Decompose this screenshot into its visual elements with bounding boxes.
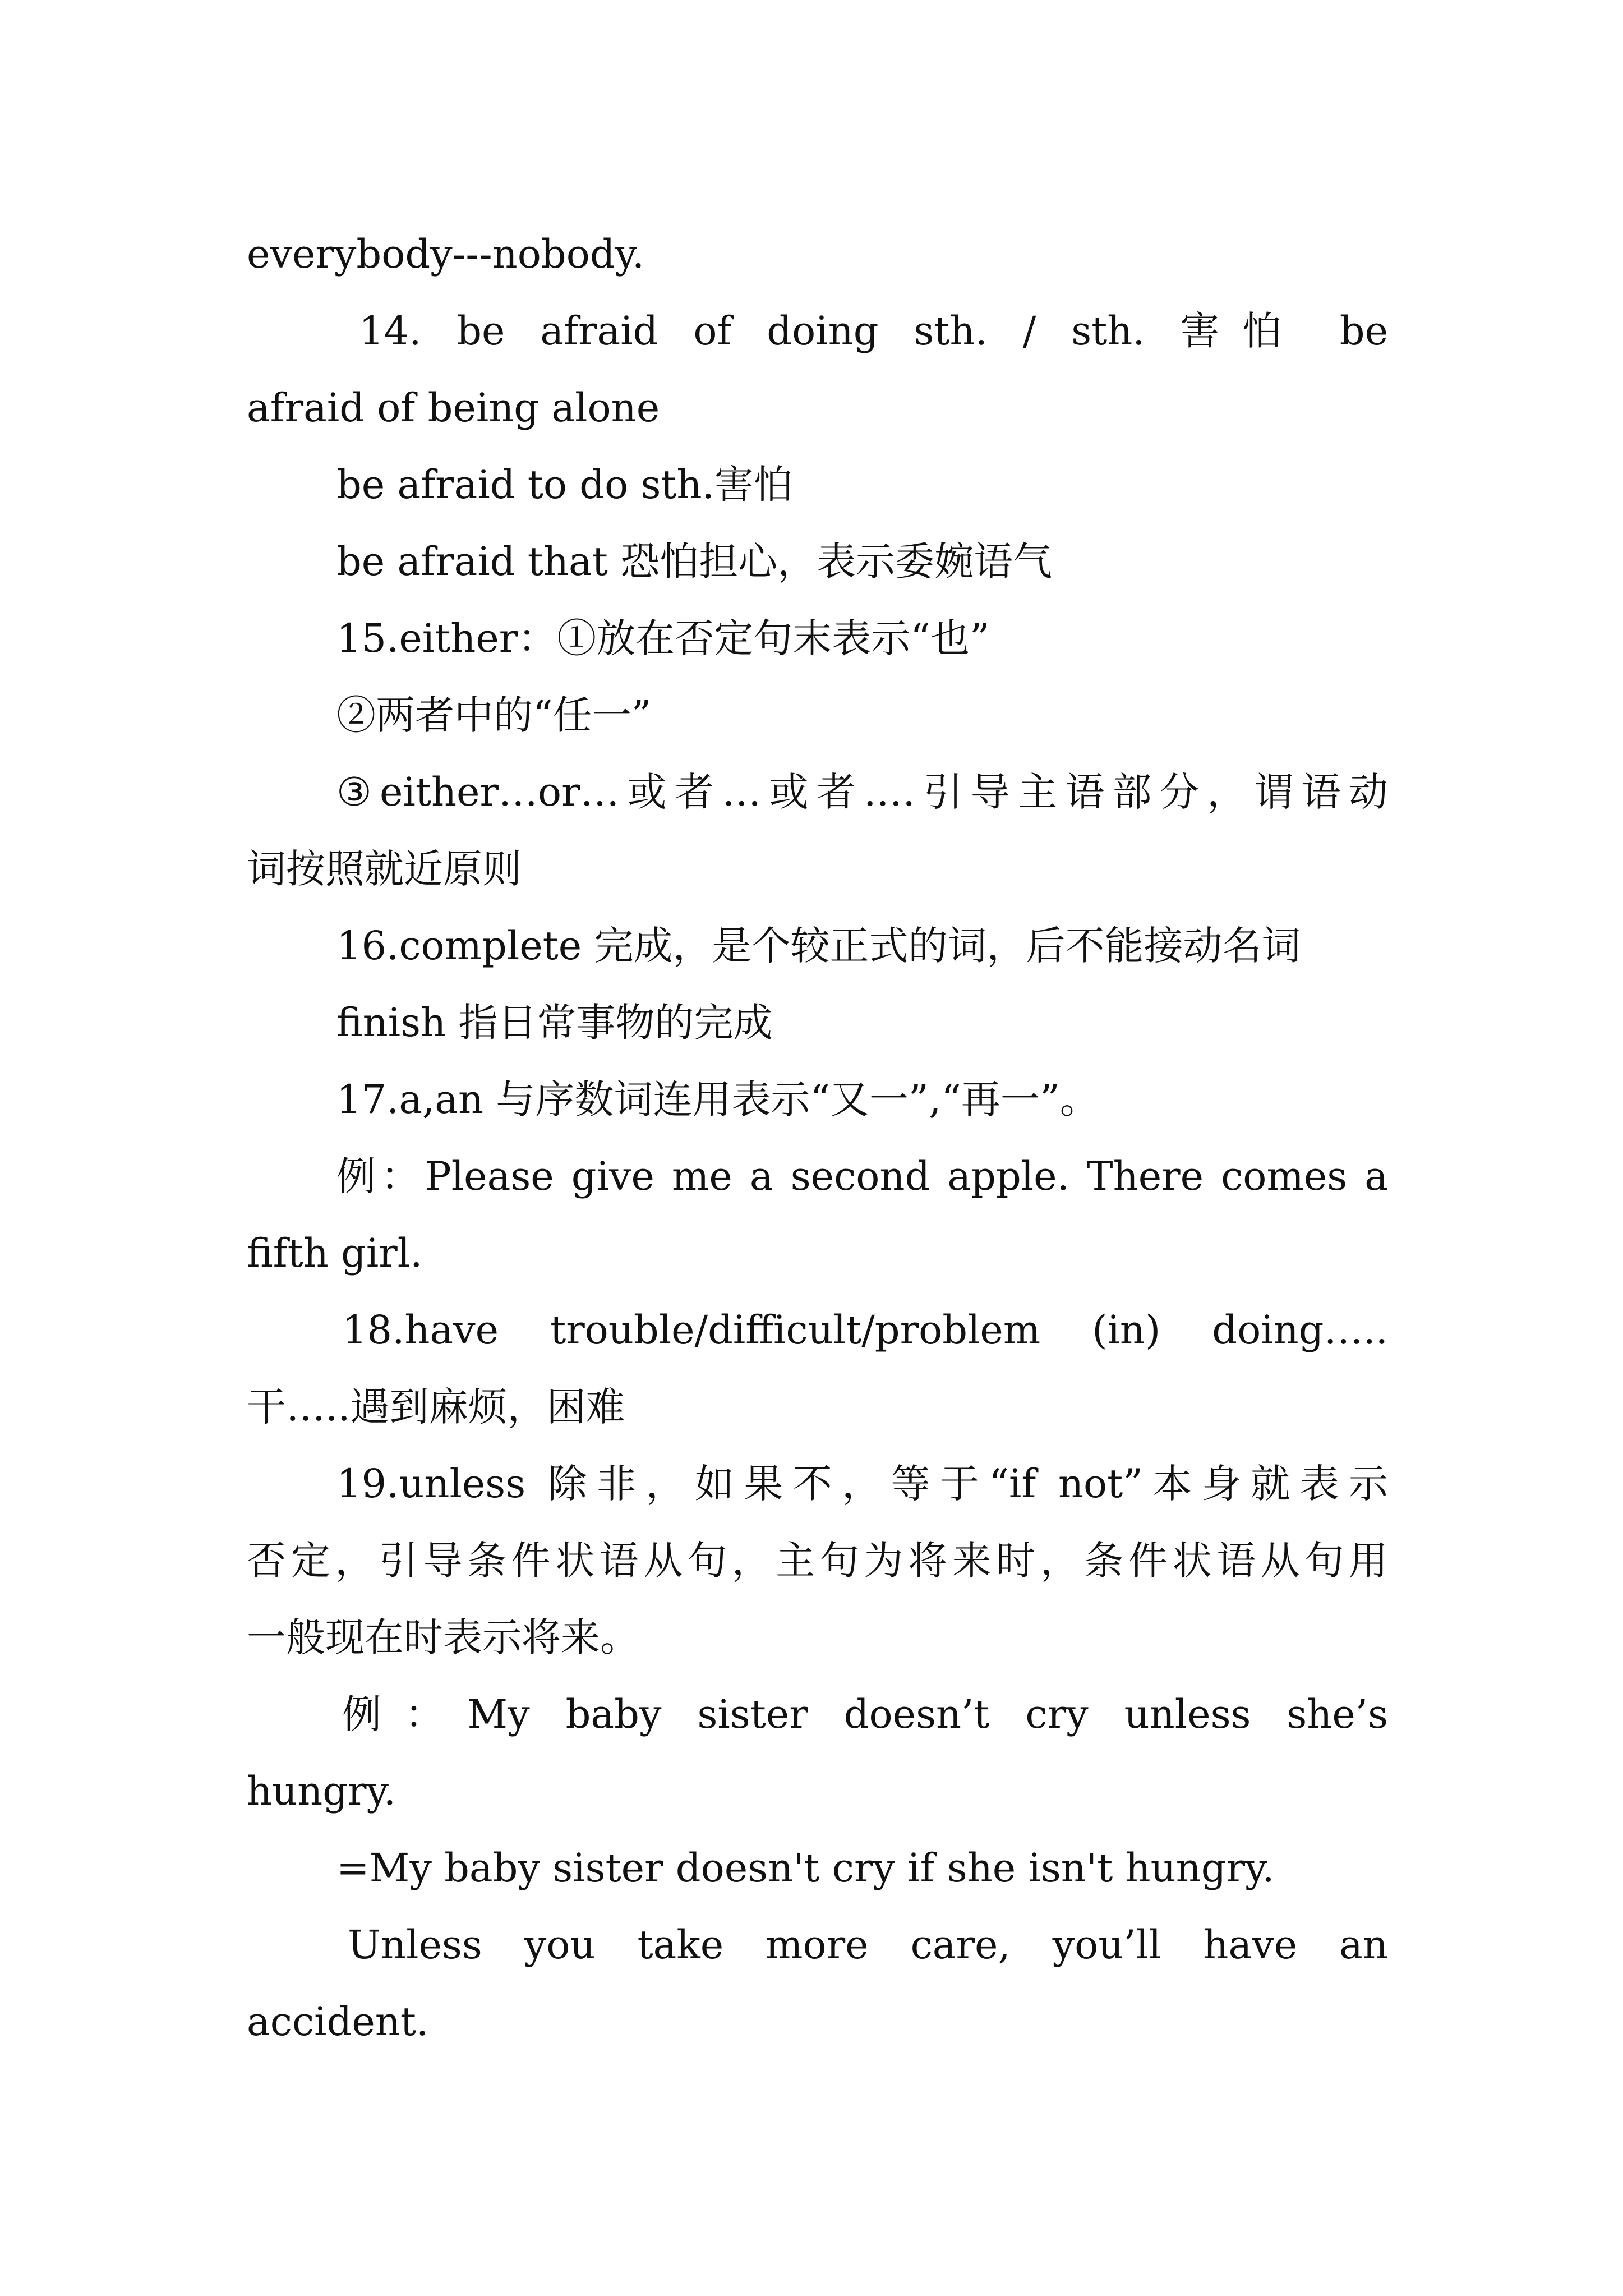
text-line: afraid of being alone	[247, 385, 660, 431]
text-line: fifth girl.	[247, 1230, 423, 1276]
text-line: ②两者中的“任一”	[336, 692, 652, 738]
text-line: be afraid to do sth.害怕	[336, 462, 793, 508]
text-line: 19.unless 除非，如果不，等于“if not”本身就表示	[336, 1461, 1388, 1507]
text-line: 一般现在时表示将来。	[247, 1614, 639, 1660]
text-line: 17.a,an 与序数词连用表示“又一”,“再一”。	[336, 1076, 1099, 1122]
text-line: 例：Please give me a second apple. There comes a	[336, 1153, 1388, 1199]
text-line: 14. be afraid of doing sth. / sth. 害怕 be	[359, 308, 1388, 354]
document-body	[247, 216, 1388, 2060]
text-line: 15.either：①放在否定句末表示“也”	[336, 615, 990, 661]
text-line: hungry.	[247, 1768, 396, 1814]
text-line: 例：My baby sister doesn’t cry unless she’s	[342, 1691, 1388, 1737]
text-line: be afraid that 恐怕担心，表示委婉语气	[336, 539, 1053, 585]
text-line: everybody---nobody.	[247, 231, 645, 277]
text-line: 干…..遇到麻烦，困难	[247, 1384, 625, 1430]
text-line: =My baby sister doesn't cry if she isn't hungry.	[336, 1845, 1275, 1891]
text-line: 16.complete 完成，是个较正式的词，后不能接动名词	[336, 923, 1301, 969]
text-line: finish 指日常事物的完成	[336, 1000, 773, 1046]
text-line: 否定，引导条件状语从句，主句为将来时，条件状语从句用	[247, 1538, 1388, 1584]
text-line: Unless you take more care, you’ll have an	[348, 1922, 1388, 1968]
text-line: 词按照就近原则	[247, 846, 522, 892]
text-line: 18.have trouble/difficult/problem (in) doing…..	[342, 1307, 1388, 1353]
text-line: ③either…or…或者…或者.…引导主语部分，谓语动	[336, 769, 1388, 815]
text-line: accident.	[247, 1999, 429, 2045]
